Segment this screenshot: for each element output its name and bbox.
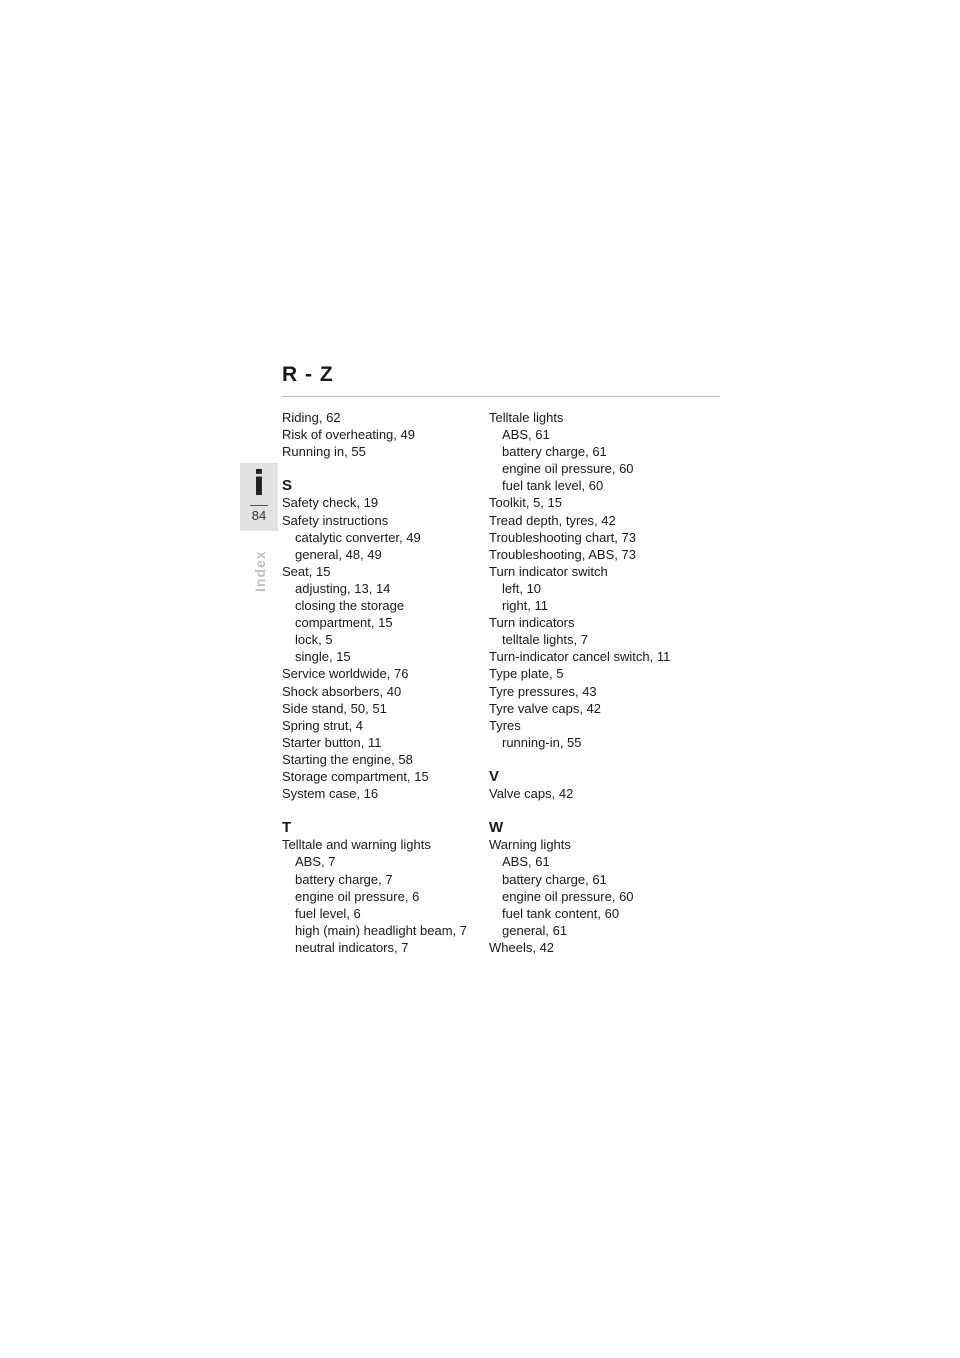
index-entry: Wheels, 42: [489, 939, 555, 955]
index-entry: Shock absorbers, 40: [282, 683, 402, 699]
index-entry: Tyre pressures, 43: [489, 683, 597, 699]
tab-divider: [250, 505, 268, 506]
index-entry: Type plate, 5: [489, 666, 564, 682]
index-subentry: running-in, 55: [502, 734, 582, 750]
index-entry: Troubleshooting chart, 73: [489, 529, 636, 545]
index-entry: Storage compartment, 15: [282, 768, 429, 784]
index-subentry: compartment, 15: [295, 615, 393, 631]
index-subentry: engine oil pressure, 60: [502, 461, 634, 477]
letter-heading: T: [282, 819, 292, 837]
index-entry: Safety instructions: [282, 512, 389, 528]
info-icon: i: [253, 464, 265, 504]
page-number: 84: [251, 508, 267, 523]
index-entry: Tread depth, tyres, 42: [489, 512, 616, 528]
index-subentry: engine oil pressure, 6: [295, 888, 420, 904]
section-label: Index: [252, 550, 268, 592]
index-subentry: fuel tank content, 60: [502, 905, 620, 921]
index-subentry: high (main) headlight beam, 7: [295, 922, 467, 938]
index-subentry: single, 15: [295, 649, 351, 665]
index-subentry: catalytic converter, 49: [295, 529, 421, 545]
index-entry: Telltale lights: [489, 410, 564, 425]
index-entry: System case, 16: [282, 786, 379, 802]
letter-heading: S: [282, 477, 293, 495]
index-entry: Tyres: [489, 717, 521, 733]
index-entry: Turn indicator switch: [489, 563, 608, 579]
title-divider: [282, 396, 720, 397]
index-entry: Toolkit, 5, 15: [489, 495, 562, 511]
index-entry: Riding, 62: [282, 410, 341, 425]
index-column-left: [282, 409, 482, 956]
index-entry: Spring strut, 4: [282, 717, 363, 733]
index-subentry: battery charge, 61: [502, 871, 607, 887]
index-subentry: fuel tank level, 60: [502, 478, 604, 494]
index-entry: Side stand, 50, 51: [282, 700, 387, 716]
letter-heading: V: [489, 767, 500, 785]
index-subentry: ABS, 61: [502, 854, 550, 870]
index-subentry: ABS, 7: [295, 854, 336, 870]
index-entry: Seat, 15: [282, 563, 331, 579]
index-entry: Warning lights: [489, 837, 571, 853]
index-subentry: battery charge, 7: [295, 871, 393, 887]
letter-heading: W: [489, 819, 504, 837]
index-subentry: general, 48, 49: [295, 546, 382, 562]
index-entry: Safety check, 19: [282, 495, 379, 511]
index-entry: Tyre valve caps, 42: [489, 700, 601, 716]
index-subentry: lock, 5: [295, 632, 333, 648]
index-subentry: closing the storage: [295, 598, 405, 614]
index-subentry: neutral indicators, 7: [295, 939, 409, 955]
index-tab: [240, 463, 278, 531]
index-subentry: left, 10: [502, 580, 542, 596]
index-subentry: engine oil pressure, 60: [502, 888, 634, 904]
index-subentry: telltale lights, 7: [502, 632, 588, 648]
index-entry: Running in, 55: [282, 444, 366, 460]
index-subentry: fuel level, 6: [295, 905, 361, 921]
index-entry: Turn indicators: [489, 615, 575, 631]
index-entry: Starting the engine, 58: [282, 751, 413, 767]
page-title: R - Z: [282, 363, 334, 386]
index-subentry: adjusting, 13, 14: [295, 580, 391, 596]
index-entry: Valve caps, 42: [489, 786, 574, 802]
index-entry: Troubleshooting, ABS, 73: [489, 546, 636, 562]
index-entry: Risk of overheating, 49: [282, 427, 415, 443]
index-entry: Starter button, 11: [282, 734, 382, 750]
index-subentry: battery charge, 61: [502, 444, 607, 460]
index-subentry: ABS, 61: [502, 427, 550, 443]
index-column-right: [489, 409, 719, 956]
index-subentry: general, 61: [502, 922, 568, 938]
index-entry: Service worldwide, 76: [282, 666, 409, 682]
index-subentry: right, 11: [502, 598, 549, 614]
index-entry: Telltale and warning lights: [282, 837, 431, 853]
index-entry: Turn-indicator cancel switch, 11: [489, 649, 671, 665]
